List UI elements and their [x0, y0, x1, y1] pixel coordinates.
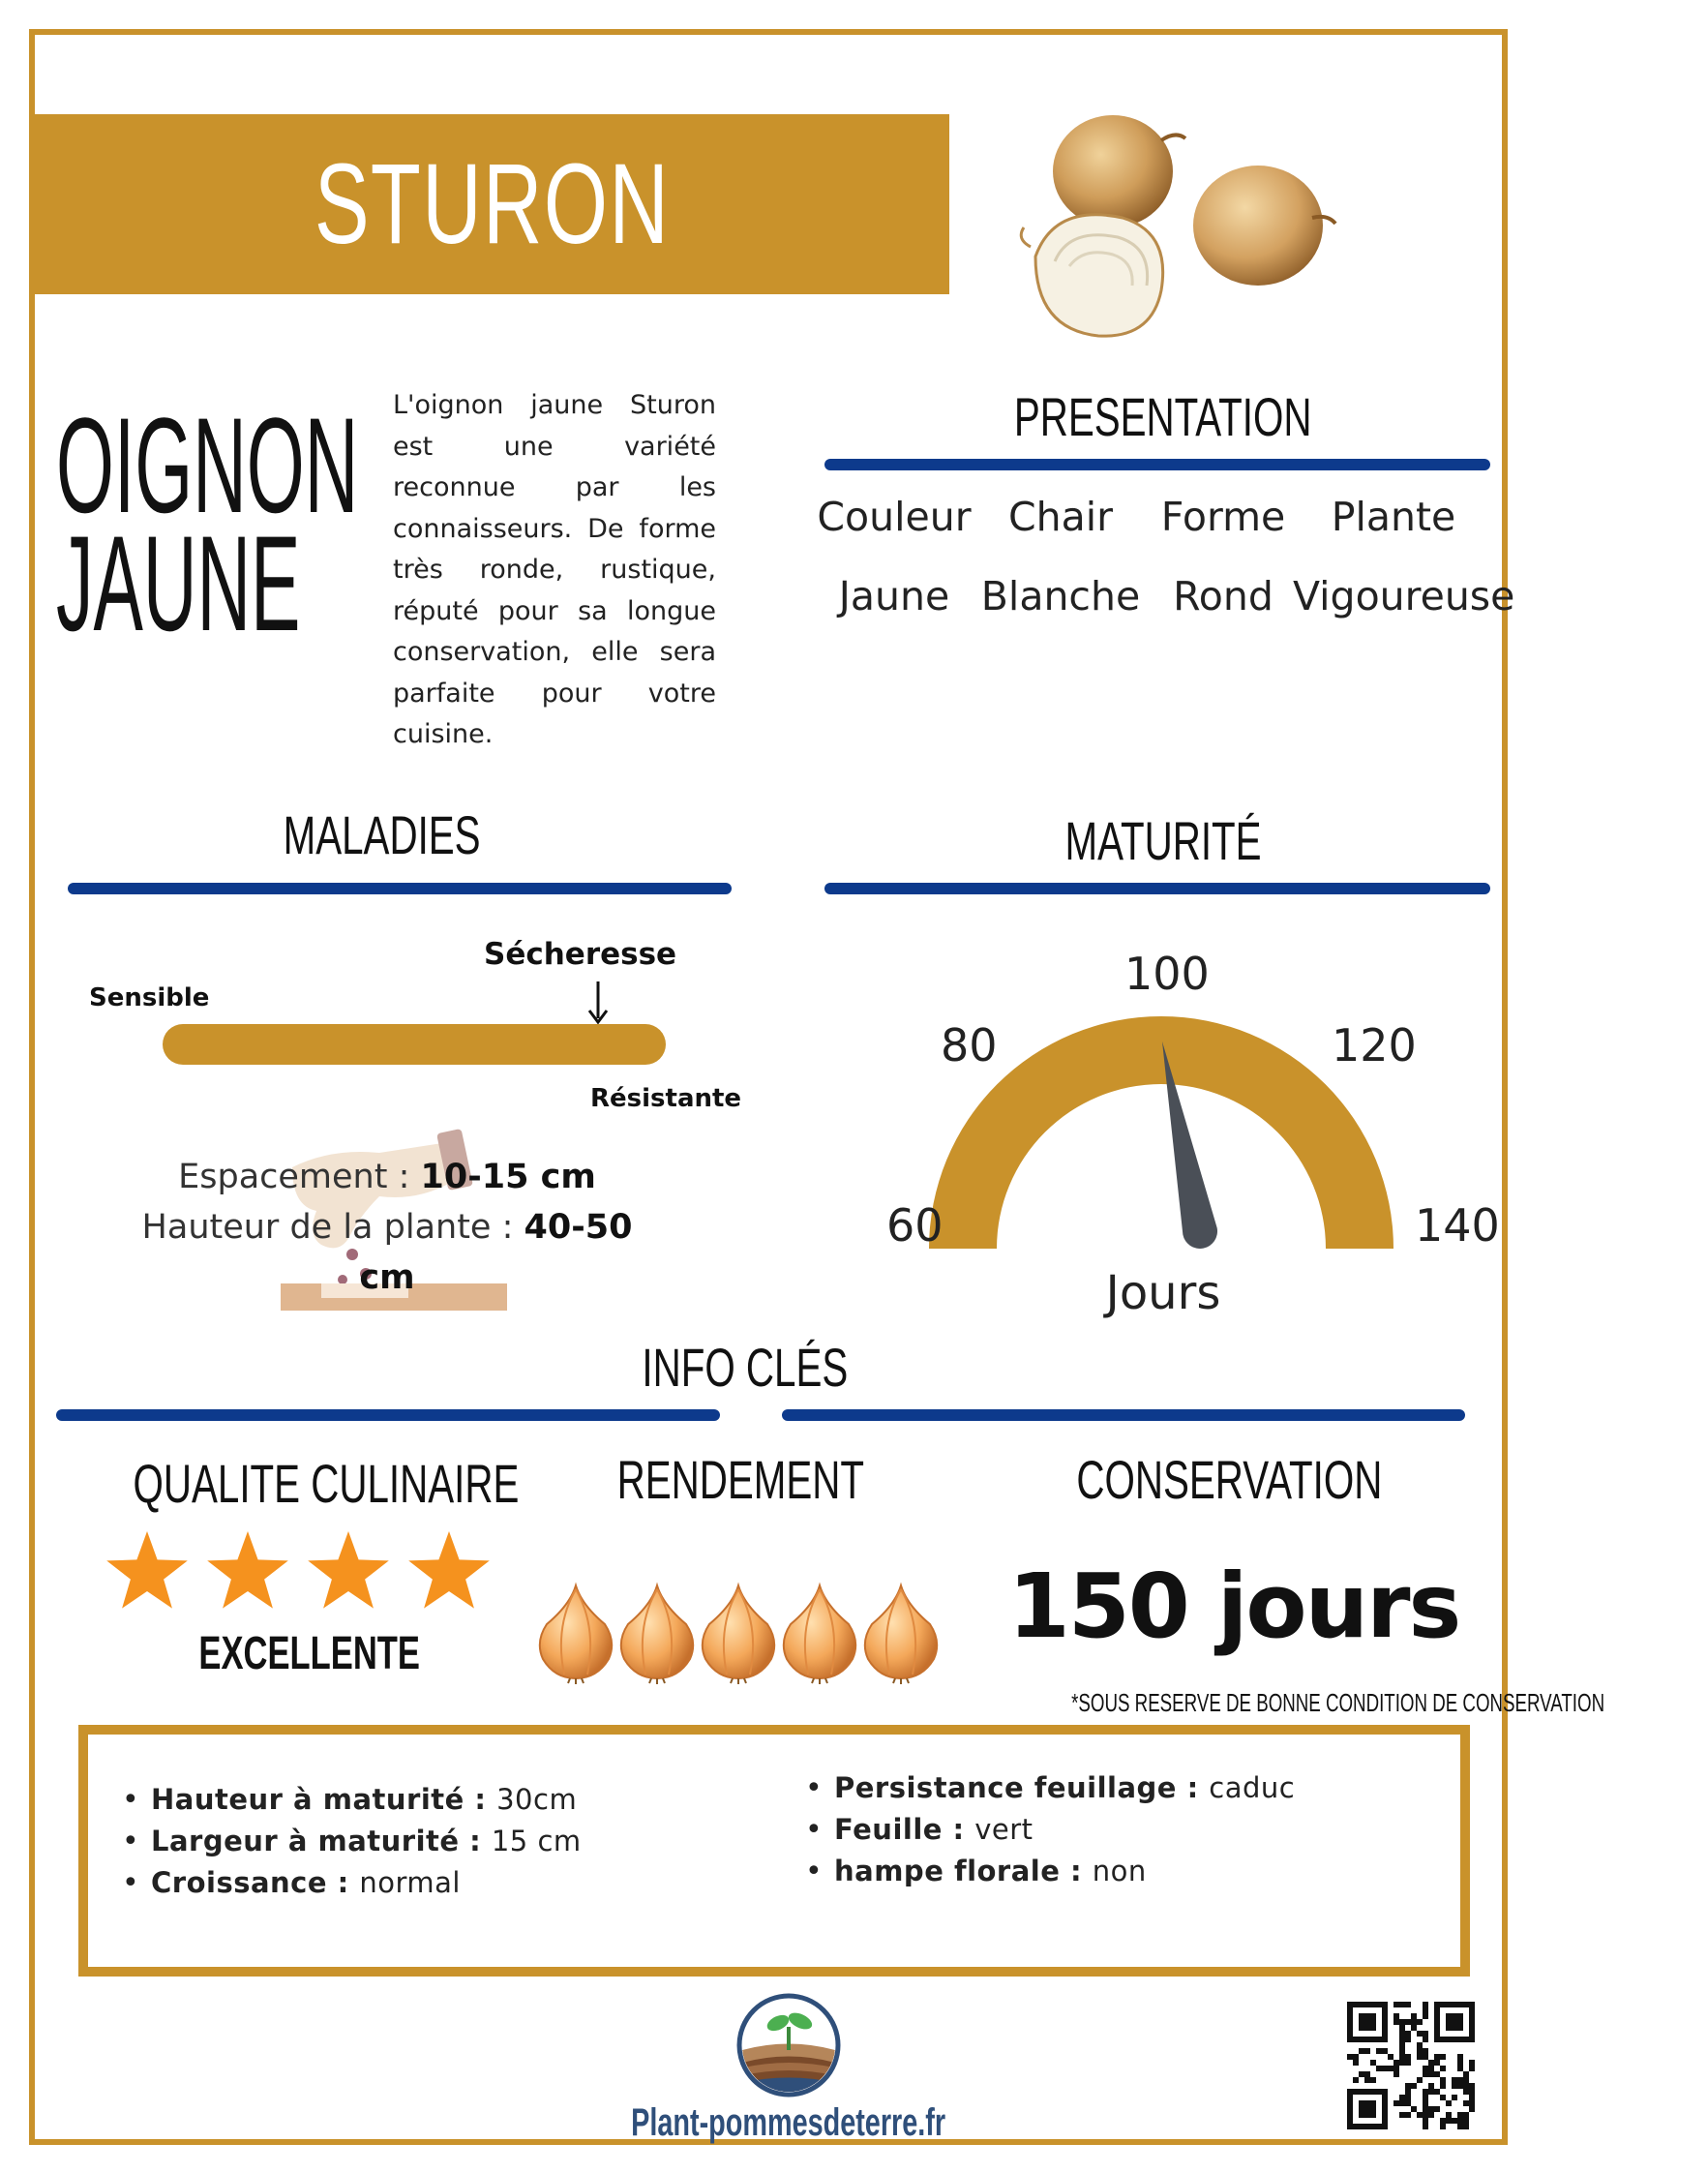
hauteur-line: Hauteur de la plante : 40-50 cm — [141, 1208, 633, 1297]
onion-icon — [784, 1585, 855, 1684]
detail-hampe: • hampe florale : non — [805, 1851, 1295, 1892]
detail-persistance: • Persistance feuillage : caduc — [805, 1767, 1295, 1809]
down-arrow-icon — [586, 980, 610, 1026]
conservation-heading: CONSERVATION — [1076, 1449, 1382, 1510]
detail-largeur: • Largeur à maturité : 15 cm — [122, 1821, 582, 1862]
info-bar-left — [56, 1409, 720, 1421]
star-icon — [106, 1531, 188, 1609]
conservation-note: *SOUS RESERVE DE BONNE CONDITION DE CONSERVATION — [1071, 1688, 1605, 1717]
site-name[interactable]: Plant-pommesdeterre.fr — [631, 2101, 946, 2144]
tick-80: 80 — [941, 1019, 998, 1071]
type-line-1: OIGNON — [56, 389, 359, 541]
maladies-bar — [68, 883, 732, 894]
rating-stars — [105, 1529, 501, 1620]
detail-croissance: • Croissance : normal — [122, 1862, 582, 1904]
star-icon — [308, 1531, 389, 1609]
onion-icon — [621, 1585, 693, 1684]
onion-icon-group — [540, 1585, 937, 1684]
tick-140: 140 — [1415, 1199, 1500, 1252]
rendement-heading: RENDEMENT — [616, 1449, 864, 1510]
tick-120: 120 — [1332, 1019, 1417, 1071]
info-bar-right — [782, 1409, 1465, 1421]
info-cles-heading: INFO CLÉS — [642, 1337, 849, 1398]
qr-code[interactable] — [1347, 2002, 1475, 2129]
pres-label-chair: Chair — [1008, 494, 1113, 540]
detail-feuille: • Feuille : vert — [805, 1809, 1295, 1851]
star-icon-group — [106, 1531, 490, 1609]
espacement-line: Espacement : 10-15 cm — [178, 1158, 596, 1196]
pres-value-couleur: Jaune — [838, 573, 950, 619]
presentation-values — [809, 573, 1515, 631]
spacing-text — [116, 1152, 658, 1303]
maturite-heading: MATURITÉ — [1064, 810, 1262, 871]
gauge-arc — [929, 1016, 1393, 1249]
maturite-bar — [824, 883, 1490, 894]
yield-onions — [537, 1578, 953, 1684]
star-icon — [207, 1531, 288, 1609]
drought-label: Sécheresse — [484, 937, 677, 972]
onion-icon — [865, 1585, 937, 1684]
pres-label-couleur: Couleur — [817, 494, 972, 540]
pres-value-forme: Rond — [1173, 573, 1274, 619]
tick-60: 60 — [886, 1199, 944, 1252]
logo-icon — [735, 1992, 842, 2098]
maladies-heading: MALADIES — [284, 804, 481, 865]
resistance-scale-bar — [163, 1024, 666, 1065]
onion-icon — [540, 1585, 612, 1684]
presentation-heading: PRESENTATION — [1014, 386, 1312, 447]
onion-photo — [1016, 111, 1345, 344]
pres-label-forme: Forme — [1160, 494, 1286, 540]
gauge-unit: Jours — [1105, 1266, 1221, 1320]
conservation-value: 150 jours — [1007, 1554, 1460, 1658]
pres-value-plante: Vigoureuse — [1293, 573, 1515, 619]
qualite-heading: QUALITE CULINAIRE — [133, 1453, 520, 1514]
page-title: STURON — [314, 140, 671, 268]
sensible-label: Sensible — [89, 983, 210, 1012]
tick-100: 100 — [1124, 948, 1210, 1000]
presentation-labels — [809, 494, 1510, 552]
vegetable-type — [56, 389, 359, 659]
detail-hauteur: • Hauteur à maturité : 30cm — [122, 1779, 582, 1821]
star-icon — [408, 1531, 490, 1609]
resistante-label: Résistante — [590, 1084, 742, 1113]
pres-label-plante: Plante — [1331, 494, 1456, 540]
type-line-2: JAUNE — [56, 507, 301, 659]
maturity-gauge — [852, 929, 1510, 1320]
details-left — [122, 1779, 582, 1904]
pres-value-chair: Blanche — [980, 573, 1141, 619]
presentation-bar — [824, 459, 1490, 470]
details-right — [805, 1767, 1295, 1892]
description: L'oignon jaune Sturon est une variété reconnue par les connaisseurs. De forme très ronde, rustique, réputé pour sa longue conservation, elle sera parfaite pour votre cuisine. — [393, 390, 716, 749]
qualite-label: EXCELLENTE — [198, 1628, 421, 1679]
onion-icon — [703, 1585, 774, 1684]
